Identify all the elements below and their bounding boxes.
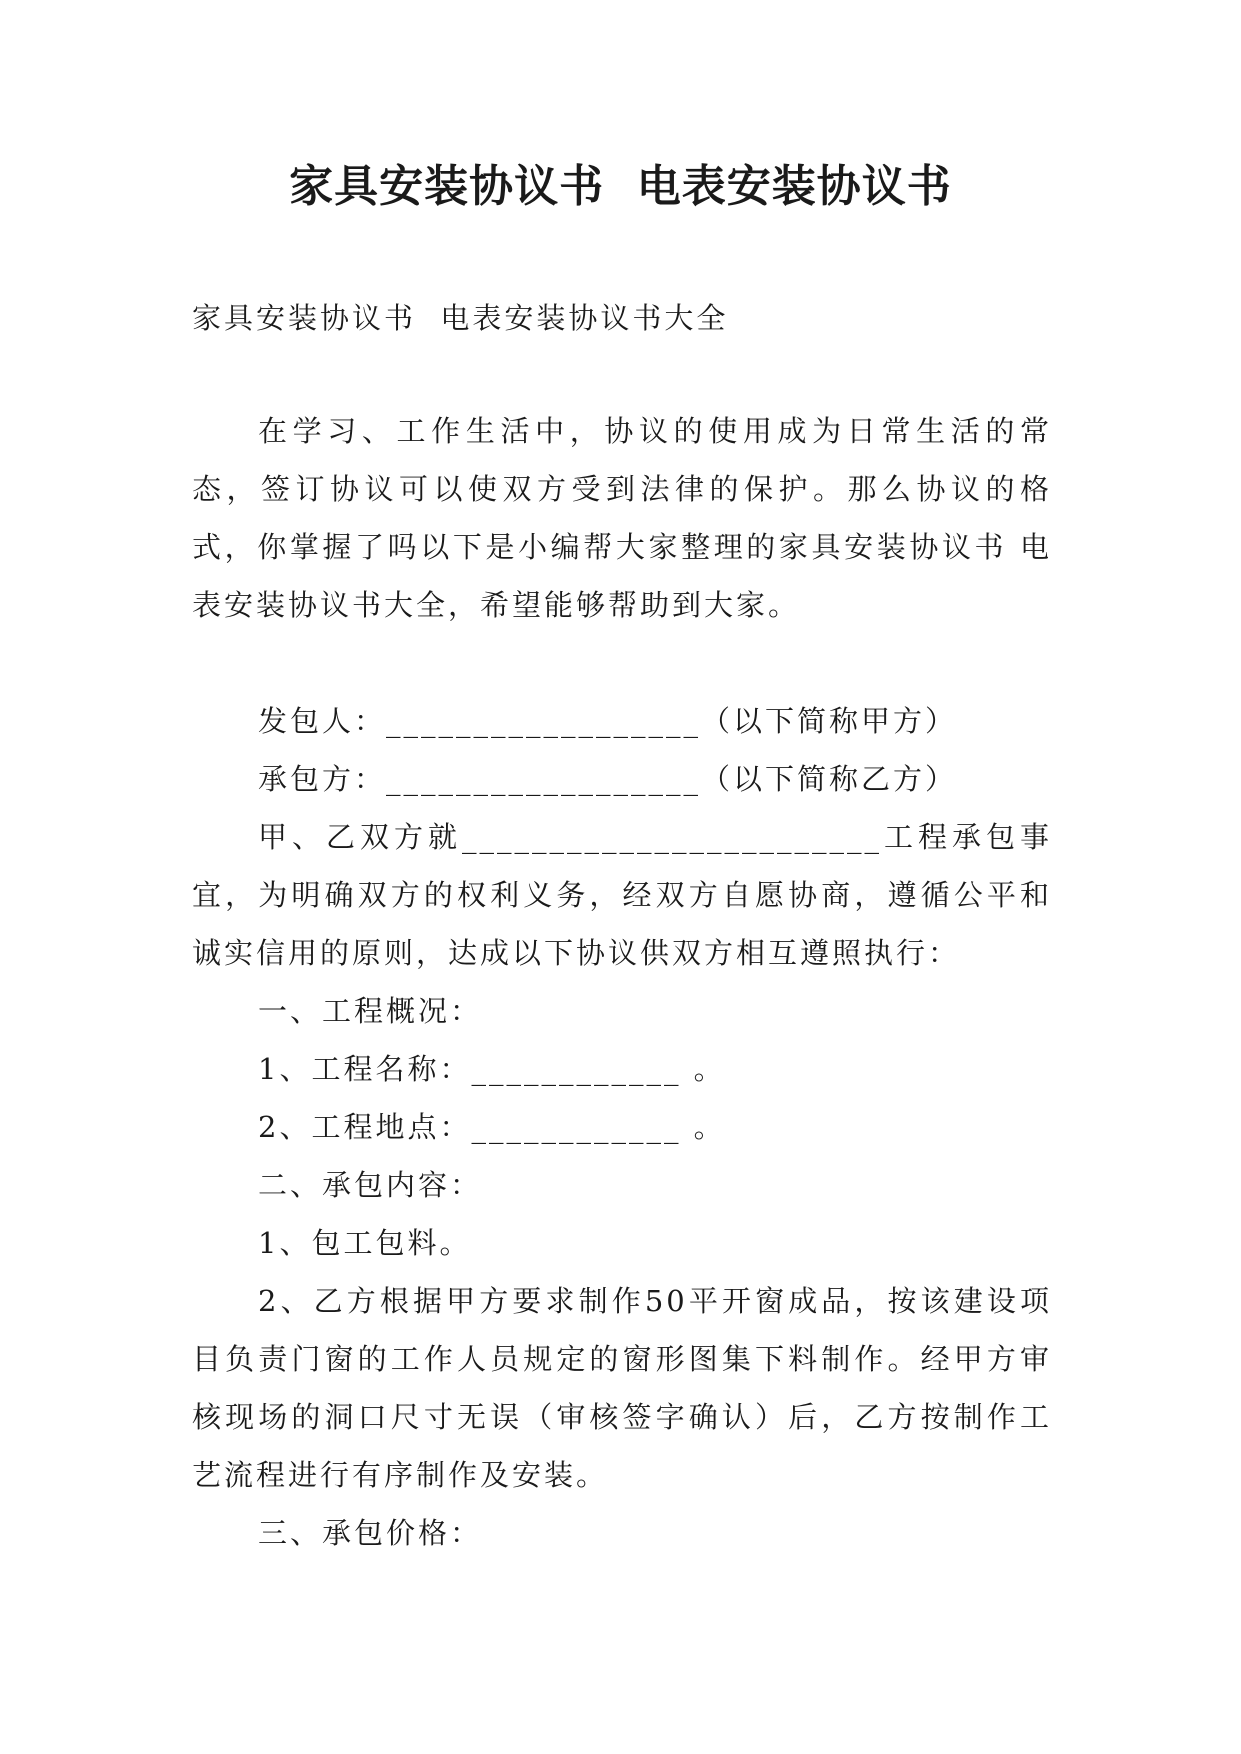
employer-line: 发包人：__________________（以下简称甲方） — [258, 704, 958, 738]
document-subtitle: 家具安装协议书 电表安装协议书大全 — [192, 301, 729, 335]
section-heading-scope: 二、承包内容： — [258, 1168, 483, 1202]
scope-item-1: 1、包工包料。 — [258, 1226, 472, 1260]
project-name-line: 1、工程名称：____________ 。 — [258, 1052, 726, 1086]
section-heading-price: 三、承包价格： — [258, 1516, 483, 1550]
section-heading-overview: 一、工程概况： — [258, 994, 483, 1028]
intro-section — [192, 402, 1052, 634]
agreement-clauses — [192, 692, 1052, 1562]
intro-paragraph: 在学习、工作生活中，协议的使用成为日常生活的常态，签订协议可以使双方受到法律的保护。那么协议的格式，你掌握了吗以下是小编帮大家整理的家具安装协议书 电表安装协议书大全，希望能够帮助到大家。 — [192, 414, 1052, 622]
project-location-line: 2、工程地点：____________ 。 — [258, 1110, 726, 1144]
document-title: 家具安装协议书 电表安装协议书 — [289, 161, 952, 212]
contractor-line: 承包方：__________________（以下简称乙方） — [258, 762, 958, 796]
agreement-preamble: 甲、乙双方就________________________工程承包事宜，为明确双方的权利义务，经双方自愿协商，遵循公平和诚实信用的原则，达成以下协议供双方相互遵照执行： — [192, 820, 1052, 970]
scope-item-2: 2、乙方根据甲方要求制作50平开窗成品，按该建设项目负责门窗的工作人员规定的窗形图集下料制作。经甲方审核现场的洞口尺寸无误（审核签字确认）后，乙方按制作工艺流程进行有序制作及安装。 — [192, 1284, 1052, 1492]
